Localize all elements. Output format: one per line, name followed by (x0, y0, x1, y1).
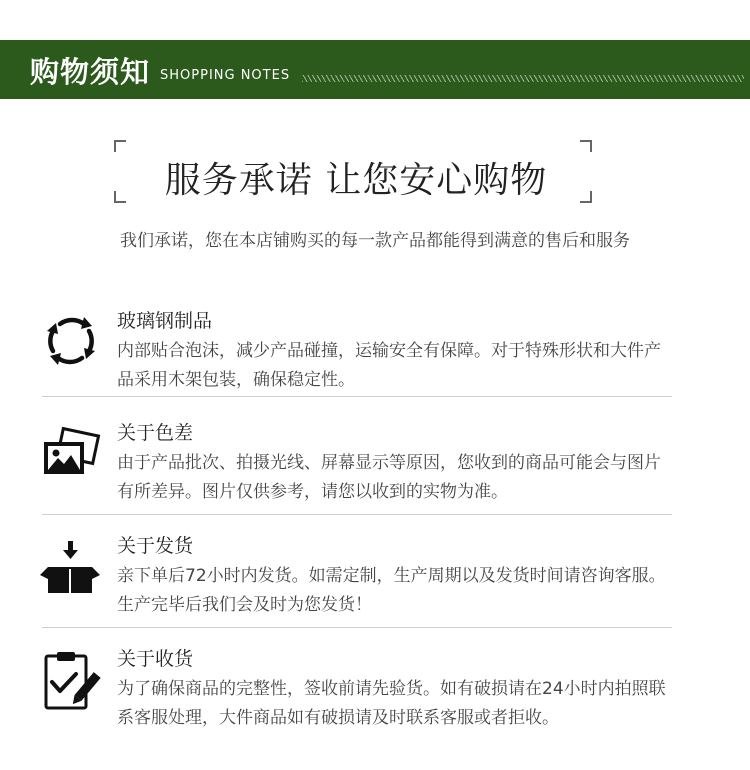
bracket-top-right (580, 140, 592, 152)
section-divider (42, 627, 672, 628)
section-title: 关于色差 (117, 422, 194, 444)
promise-title: 服务承诺 让您安心购物 (164, 160, 548, 201)
section-title: 关于发货 (117, 535, 194, 557)
banner-hatch-decoration (302, 75, 744, 82)
bracket-bottom-left (114, 191, 126, 203)
section-body: 由于产品批次、拍摄光线、屏幕显示等原因，您收到的商品可能会与图片有所差异。图片仅供参考，请您以收到的实物为准。 (117, 453, 661, 502)
promise-subtitle: 我们承诺，您在本店铺购买的每一款产品都能得到满意的售后和服务 (120, 231, 630, 251)
header-banner (0, 40, 750, 99)
cycle-arrows-icon (40, 310, 102, 372)
section-body: 亲下单后72小时内发货。如需定制，生产周期以及发货时间请咨询客服。生产完毕后我们会及时为您发货！ (117, 566, 666, 615)
banner-title: 购物须知 (30, 55, 151, 89)
section-body: 为了确保商品的完整性，签收前请先验货。如有破损请在24小时内拍照联系客服处理，大件商品如有破损请及时联系客服或者拒收。 (117, 679, 666, 728)
pictures-icon (40, 426, 102, 488)
bracket-top-left (114, 140, 126, 152)
banner-subtitle: SHOPPING NOTES (160, 68, 291, 83)
clipboard-check-icon (40, 650, 102, 712)
open-box-icon (40, 539, 102, 601)
section-divider (42, 514, 672, 515)
section-body: 内部贴合泡沫，减少产品碰撞，运输安全有保障。对于特殊形状和大件产品采用木架包装，确保稳定性。 (117, 341, 661, 390)
section-title: 关于收货 (117, 648, 194, 670)
section-divider (42, 396, 672, 397)
section-title: 玻璃钢制品 (117, 310, 213, 332)
